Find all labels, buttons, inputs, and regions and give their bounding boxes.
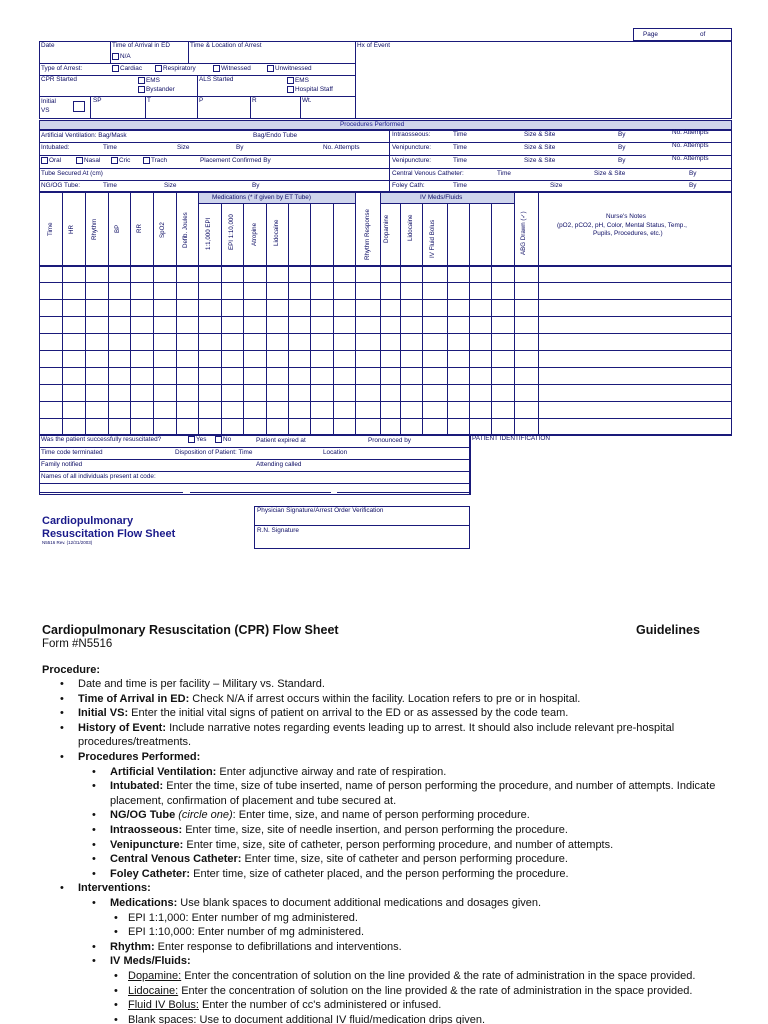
- hospital-staff-checkbox[interactable]: [287, 86, 294, 93]
- time-location-arrest-label: Time & Location of Arrest: [190, 42, 262, 49]
- foley-size-label: Size: [550, 182, 563, 189]
- ems-option[interactable]: EMS: [138, 77, 160, 85]
- venipuncture1-time-label: Time: [453, 144, 467, 151]
- notes-title: Nurse's Notes: [606, 213, 646, 220]
- cric-checkbox[interactable]: [111, 157, 118, 164]
- lidocaine-item: Lidocaine: Enter the concentration of solution on the line provided & the rate of administration in the space provided.: [128, 984, 693, 997]
- col-dopamine-header: Dopamine: [383, 214, 390, 243]
- col-fluid-bolus-header: IV Fluid Bolus: [429, 219, 436, 258]
- intubated-time-label: Time: [103, 144, 117, 151]
- col-abg-header: ABG Drawn (✓): [520, 211, 527, 255]
- intraosseous-size-site-label: Size & Site: [524, 131, 556, 138]
- expired-label: Patient expired at: [256, 437, 306, 444]
- col-time-header: Time: [47, 222, 54, 236]
- bullet: •: [114, 984, 118, 997]
- form-title-line1: Cardiopulmonary: [42, 515, 134, 527]
- iv-meds-item: IV Meds/Fluids:: [110, 955, 191, 968]
- bystander-option[interactable]: Bystander: [138, 86, 175, 94]
- bullet: •: [92, 780, 96, 793]
- nasal-checkbox[interactable]: [76, 157, 83, 164]
- bullet: •: [114, 970, 118, 982]
- venipuncture1-by-label: By: [618, 144, 626, 151]
- yes-checkbox[interactable]: [188, 436, 195, 443]
- cvc-by-label: By: [689, 170, 697, 177]
- rhythm-item: Rhythm: Enter response to defibrillations and interventions.: [110, 940, 402, 953]
- unwitnessed-option[interactable]: Unwitnessed: [267, 65, 312, 73]
- vs-label: VS: [41, 107, 50, 114]
- interventions-item: Interventions:: [78, 882, 151, 895]
- sp-label: SP: [93, 97, 102, 104]
- procedure-item: History of Event: Include narrative notes regarding events leading up to arrest. It should also include relevant pre-hospital procedures/treatments.: [78, 721, 675, 749]
- fluid-bolus-item: Fluid IV Bolus: Enter the number of cc's administered or infused.: [128, 999, 442, 1012]
- oral-option[interactable]: Oral: [41, 157, 61, 165]
- ngog-time-label: Time: [103, 182, 117, 189]
- pronounced-label: Pronounced by: [368, 437, 411, 444]
- intubated-size-label: Size: [177, 144, 190, 151]
- venipuncture1-attempts-label: No. Attempts: [672, 142, 709, 149]
- ngog-size-label: Size: [164, 182, 177, 189]
- col-rhythm-header: Rhythm: [91, 218, 98, 240]
- bullet: •: [60, 692, 64, 705]
- venipuncture2-by-label: By: [618, 157, 626, 164]
- ems2-checkbox[interactable]: [287, 77, 294, 84]
- notes-sub1: (pO2, pCO2, pH, Color, Mental Status, Temp.,: [557, 222, 687, 229]
- bullet: •: [60, 678, 64, 690]
- bullet: •: [60, 882, 64, 895]
- bullet: •: [92, 809, 96, 822]
- guidelines-right-title: Guidelines: [636, 623, 700, 637]
- page-label: Page: [643, 31, 658, 38]
- cvc-time-label: Time: [497, 170, 511, 177]
- bullet: •: [114, 926, 118, 939]
- intubated-label: Intubated:: [41, 144, 70, 151]
- bystander-checkbox[interactable]: [138, 86, 145, 93]
- bullet: •: [114, 999, 118, 1012]
- intraosseous-time-label: Time: [453, 131, 467, 138]
- no-checkbox[interactable]: [215, 436, 222, 443]
- form-number: Form #N5516: [42, 638, 113, 650]
- form-revision: N5516 Rev. (12/31/2003): [42, 540, 93, 545]
- bullet: •: [92, 955, 96, 968]
- family-label: Family notified: [41, 461, 83, 468]
- procedures-performed-item: Venipuncture: Enter time, size, site of catheter, person performing procedure, and number of attempts.: [110, 838, 614, 851]
- venipuncture1-label: Venipuncture:: [392, 144, 432, 151]
- col-rr-header: RR: [136, 224, 143, 233]
- respiratory-option[interactable]: Respiratory: [155, 65, 196, 73]
- col-lidocaine2-header: Lidocaine: [407, 214, 414, 241]
- no-option[interactable]: No: [215, 436, 231, 444]
- iv-title: IV Meds/Fluids: [420, 194, 463, 201]
- col-atropine-header: Atropine: [251, 222, 258, 246]
- placement-label: Placement Confirmed By: [200, 157, 271, 164]
- cvc-size-site-label: Size & Site: [594, 170, 626, 177]
- nasal-option[interactable]: Nasal: [76, 157, 100, 165]
- na-checkbox[interactable]: [112, 53, 119, 60]
- trach-checkbox[interactable]: [143, 157, 150, 164]
- cric-option[interactable]: Cric: [111, 157, 130, 165]
- location-label: Location: [323, 449, 348, 456]
- procedures-performed-item: Intraosseous: Enter time, size, site of needle insertion, and person performing the procedure.: [110, 824, 568, 836]
- notes-sub2: Pupils, Procedures, etc.): [593, 230, 663, 237]
- cardiac-checkbox[interactable]: [112, 65, 119, 72]
- unwitnessed-checkbox[interactable]: [267, 65, 274, 72]
- col-epi1000-header: 1:1,000 EPI: [205, 217, 212, 250]
- col-hr-header: HR: [68, 225, 75, 234]
- yes-option[interactable]: Yes: [188, 436, 206, 444]
- rn-signature-label: R.N. Signature: [257, 527, 299, 534]
- col-defib-header: Defib. Joules: [182, 212, 189, 248]
- bullet: •: [92, 897, 96, 909]
- form-title-line2: Resuscitation Flow Sheet: [42, 528, 176, 540]
- ngog-label: NG/OG Tube:: [41, 182, 81, 189]
- dopamine-item: Dopamine: Enter the concentration of solution on the line provided & the rate of administration in the space provided.: [128, 970, 696, 982]
- bullet: •: [60, 721, 64, 734]
- witnessed-option[interactable]: Witnessed: [213, 65, 251, 73]
- procedure-item: Date and time is per facility – Military vs. Standard.: [78, 678, 325, 690]
- hx-event-label: Hx of Event: [357, 42, 391, 49]
- als-started-label: ALS Started: [199, 76, 234, 83]
- time-arrival-label: Time of Arrival in ED: [112, 42, 171, 49]
- col-epi10000-header: EPI 1:10,000: [228, 214, 235, 250]
- disposition-label: Disposition of Patient: Time: [175, 449, 253, 456]
- type-arrest-label: Type of Arrest:: [41, 65, 83, 72]
- oral-checkbox[interactable]: [41, 157, 48, 164]
- witnessed-checkbox[interactable]: [213, 65, 220, 72]
- intraosseous-by-label: By: [618, 131, 626, 138]
- intraosseous-label: Intraosseous:: [392, 131, 431, 138]
- names-label: Names of all individuals present at code:: [41, 473, 156, 480]
- bag-endo-label: Bag/Endo Tube: [253, 132, 298, 139]
- respiratory-checkbox[interactable]: [155, 65, 162, 72]
- t-label: T: [147, 97, 151, 104]
- cvc-label: Central Venous Catheter:: [392, 170, 464, 177]
- foley-time-label: Time: [453, 182, 467, 189]
- bullet: •: [60, 751, 64, 763]
- initial-vs-label: Initial: [41, 98, 56, 105]
- blank-spaces-item: Blank spaces: Use to document additional IV fluid/medication drips given.: [128, 1013, 486, 1024]
- resuscitated-label: Was the patient successfully resuscitated?: [41, 436, 162, 443]
- col-spo2-header: SpO2: [159, 222, 166, 238]
- epi-10000-item: EPI 1:10,000: Enter number of mg administered.: [128, 926, 365, 939]
- ems2-option[interactable]: EMS: [287, 77, 309, 85]
- r-label: R: [252, 97, 257, 104]
- bullet: •: [92, 867, 96, 880]
- intraosseous-attempts-label: No. Attempts: [672, 129, 709, 136]
- medications-title: Medications (* if given by ET Tube): [212, 194, 311, 201]
- venipuncture2-size-site-label: Size & Site: [524, 157, 556, 164]
- procedure-item: Initial VS: Enter the initial vital signs of patient on arrival to the ED or as assessed by the code team.: [78, 707, 569, 720]
- procedure-item: Procedures Performed:: [78, 751, 201, 763]
- col-lidocaine-header: Lidocaine: [273, 219, 280, 246]
- date-label: Date: [41, 42, 55, 49]
- p-label: P: [199, 97, 204, 104]
- medications-item: Medications: Use blank spaces to document additional medications and dosages given.: [110, 897, 542, 909]
- attending-label: Attending called: [256, 461, 302, 468]
- bullet: •: [92, 940, 96, 953]
- bullet: •: [92, 765, 96, 778]
- na-option[interactable]: N/A: [112, 53, 131, 61]
- foley-by-label: By: [689, 182, 697, 189]
- col-rhythm-response-header: Rhythm Response: [364, 209, 371, 260]
- epi-1000-item: EPI 1:1,000: Enter number of mg administered.: [128, 911, 358, 924]
- intubated-attempts-label: No. Attempts: [323, 144, 360, 151]
- procedures-performed-item: Intubated: Enter the time, size of tube inserted, name of person performing the procedure, and number of attempts. Indicate placement, confirmation of placement and tube secured at.: [110, 780, 716, 807]
- procedures-performed-item: Artificial Ventilation: Enter adjunctive airway and rate of respiration.: [110, 765, 447, 778]
- bullet: •: [92, 838, 96, 851]
- intubated-by-label: By: [236, 144, 244, 151]
- artificial-ventilation-label: Artificial Ventilation: Bag/Mask: [41, 132, 127, 139]
- bullet: •: [114, 911, 118, 924]
- bullet: •: [92, 853, 96, 866]
- ngog-by-label: By: [252, 182, 260, 189]
- procedure-item: Time of Arrival in ED: Check N/A if arrest occurs within the facility. Location refers to pre or in hospital.: [78, 692, 581, 705]
- venipuncture2-time-label: Time: [453, 157, 467, 164]
- procedure-heading: Procedure:: [42, 664, 101, 676]
- col-bp-header: BP: [114, 224, 121, 233]
- trach-option[interactable]: Trach: [143, 157, 167, 165]
- venipuncture2-label: Venipuncture:: [392, 157, 432, 164]
- hospital-staff-option[interactable]: Hospital Staff: [287, 86, 333, 94]
- time-code-label: Time code terminated: [41, 449, 103, 456]
- procedures-performed-item: Central Venous Catheter: Enter time, size, site of catheter and person performing procedure.: [110, 853, 568, 866]
- ems-checkbox[interactable]: [138, 77, 145, 84]
- bullet: •: [60, 707, 64, 720]
- venipuncture1-size-site-label: Size & Site: [524, 144, 556, 151]
- of-label: of: [700, 31, 706, 38]
- initial-vs-checkbox[interactable]: [73, 101, 85, 112]
- guidelines-title: Cardiopulmonary Resuscitation (CPR) Flow Sheet: [42, 623, 339, 637]
- foley-label: Foley Cath:: [392, 182, 425, 189]
- procedures-performed-item: NG/OG Tube (circle one): Enter time, size, and name of person performing procedure.: [110, 809, 530, 822]
- bullet: •: [92, 824, 96, 836]
- bullet: •: [114, 1013, 118, 1024]
- patient-id-label: PATIENT IDENTIFICATION: [472, 435, 550, 442]
- venipuncture2-attempts-label: No. Attempts: [672, 155, 709, 162]
- wt-label: Wt.: [302, 97, 312, 104]
- cardiac-option[interactable]: Cardiac: [112, 65, 142, 73]
- procedures-performed-item: Foley Catheter: Enter time, size of catheter placed, and the person performing the procedure.: [110, 867, 569, 880]
- tube-secured-label: Tube Secured At (cm): [41, 170, 103, 177]
- physician-signature-label: Physician Signature/Arrest Order Verification: [257, 507, 384, 514]
- cpr-started-label: CPR Started: [41, 76, 77, 83]
- procedures-title: Procedures Performed: [340, 121, 405, 128]
